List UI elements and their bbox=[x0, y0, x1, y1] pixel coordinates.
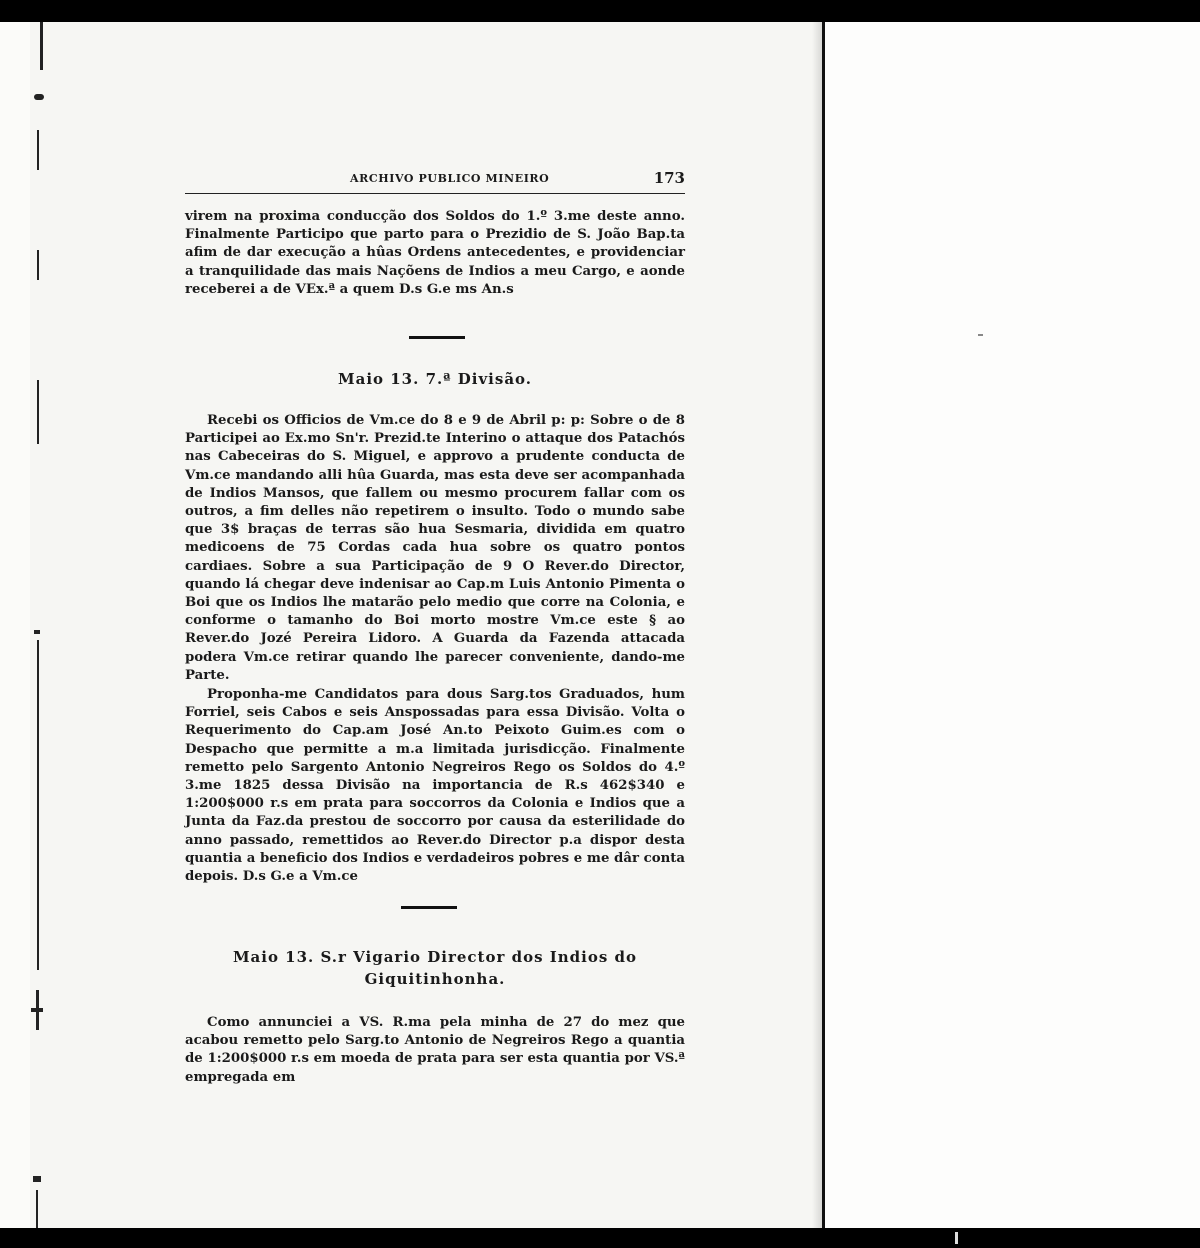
scan-mark bbox=[37, 640, 39, 970]
section-divider bbox=[401, 906, 457, 909]
section-heading: Maio 13. 7.ª Divisão. bbox=[338, 370, 532, 388]
scan-mark bbox=[36, 990, 39, 1030]
paragraph-division-1: Recebi os Officios de Vm.ce do 8 e 9 de Abril p: p: Sobre o de 8 Participei ao Ex.mo Sn'r. Prezid.te Interino o attaque dos Patachós nas Cabeceiras do S. Miguel, e approvo a prudente conducta de Vm.ce mandando alli hûa Guarda, mas esta deve ser acompanhada de Indios Mansos, que fallem ou mesmo procurem fallar com os outros, a fim delles não repetirem o insulto. Todo o mundo sabe que 3$ braças de terras são hua Sesmaria, dividida em quatro medicoens de 75 Cordas cada hua sobre os quatro pontos cardiaes. Sobre a sua Participação de 9 O Rever.do Director, quando lá chegar deve indenisar ao Cap.m Luis Antonio Pimenta o Boi que os Indios lhe matarão pelo medio que corre na Colonia, e conforme o tamanho do Boi morto mostre Vm.ce este § ao Rever.do Jozé Pereira Lidoro. A Guarda da Fazenda attacada podera Vm.ce retirar quando lhe parecer conveniente, dando-me Parte. bbox=[185, 413, 685, 683]
book-gutter-shadow bbox=[812, 22, 822, 1228]
section-heading: Maio 13. S.r Vigario Director dos Indios do bbox=[232, 948, 638, 966]
section-heading-continued: Giquitinhonha. bbox=[364, 970, 506, 988]
scan-mark bbox=[34, 630, 40, 634]
header-rule bbox=[185, 193, 685, 194]
page-number: 173 bbox=[653, 169, 685, 187]
paragraph-last: Como annunciei a VS. R.ma pela minha de 27 do mez que acabou remetto pelo Sarg.to Antonio de Negreiros Rego a quantia de 1:200$000 r.s em moeda de prata para ser esta quantia por VS.ª empregada em bbox=[185, 1015, 685, 1085]
running-header-title: ARCHIVO PUBLICO MINEIRO bbox=[350, 172, 550, 185]
scan-bottom-border bbox=[0, 1228, 1200, 1248]
scan-mark bbox=[37, 250, 39, 280]
scan-mark bbox=[37, 380, 39, 444]
scan-speck bbox=[978, 334, 983, 336]
section-divider bbox=[409, 336, 465, 339]
scan-mark bbox=[34, 94, 44, 100]
scan-speck bbox=[955, 1232, 958, 1244]
blank-right-page bbox=[825, 22, 1200, 1228]
scan-mark bbox=[36, 1190, 38, 1228]
paragraph-intro: virem na proxima conducção dos Soldos do 1.º 3.me deste anno. Finalmente Participo que parto para o Prezidio de S. João Bap.ta afim de dar execução a hûas Ordens antecedentes, e providenciar a tranquilidade das mais Naçõens de Indios a meu Cargo, e aonde receberei a de VEx.ª a quem D.s G.e ms An.s bbox=[185, 209, 685, 297]
scan-mark bbox=[40, 22, 43, 70]
scan-left-margin bbox=[0, 22, 30, 1228]
scan-mark bbox=[33, 1176, 41, 1182]
running-header bbox=[185, 166, 685, 190]
paragraph-division-2: Proponha-me Candidatos para dous Sarg.tos Graduados, hum Forriel, seis Cabos e seis Anspossadas para essa Divisão. Volta o Requerimento do Cap.am José An.to Peixoto Guim.es com o Despacho que permitte a m.a limitada jurisdicção. Finalmente remetto pelo Sargento Antonio Negreiros Rego os Soldos do 4.º 3.me 1825 dessa Divisão na importancia de R.s 462$340 e 1:200$000 r.s em prata para soccorros da Colonia e Indios que a Junta da Faz.da prestou de soccorro por causa da esterilidade do anno passado, remettidos ao Rever.do Director p.a dispor desta quantia a beneficio dos Indios e verdadeiros pobres e me dâr conta depois. D.s G.e a Vm.ce bbox=[185, 687, 685, 885]
document-page bbox=[185, 160, 685, 1085]
scan-top-border bbox=[0, 0, 1200, 22]
scan-mark bbox=[37, 130, 39, 170]
